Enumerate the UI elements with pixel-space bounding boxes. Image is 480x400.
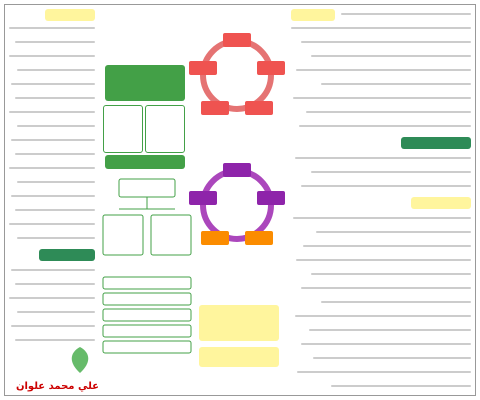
concept-box [105, 155, 185, 169]
right-column [285, 5, 475, 395]
text-line [293, 217, 471, 219]
text-line [295, 315, 471, 317]
text-line [291, 27, 471, 29]
text-line [17, 237, 95, 239]
cycle-node [201, 101, 229, 115]
text-line [9, 223, 95, 225]
concept-box [105, 65, 185, 101]
cycle-diagram-icon [189, 155, 285, 255]
text-line [15, 209, 95, 211]
text-line [296, 69, 471, 71]
text-line [296, 259, 471, 261]
text-line [293, 97, 471, 99]
text-line [321, 83, 471, 85]
highlight-marker [45, 9, 95, 21]
text-line [311, 55, 471, 57]
text-line [11, 139, 95, 141]
cycle-node [189, 61, 217, 75]
text-line [15, 153, 95, 155]
concept-box [145, 105, 185, 153]
text-line [11, 195, 95, 197]
text-line [299, 125, 471, 127]
text-line [295, 157, 471, 159]
text-line [301, 41, 471, 43]
author-signature: علي محمد علوان [15, 381, 99, 392]
tree-node [151, 215, 191, 255]
text-line [15, 97, 95, 99]
leaf-shape [72, 347, 89, 373]
tree-diagram-icon [99, 175, 195, 275]
text-line [9, 297, 95, 299]
text-line [331, 385, 471, 387]
text-line [311, 171, 471, 173]
cycle-node [245, 101, 273, 115]
text-line [321, 301, 471, 303]
text-line [301, 343, 471, 345]
worksheet-page [4, 4, 476, 396]
text-line [11, 269, 95, 271]
text-line [9, 55, 95, 57]
arrow-row [103, 277, 191, 289]
arrow-row [103, 293, 191, 305]
arrow-row [103, 309, 191, 321]
text-line [9, 167, 95, 169]
text-line [11, 325, 95, 327]
text-line [9, 27, 95, 29]
cycle-diagram-icon [189, 25, 285, 125]
tree-node [103, 215, 143, 255]
cycle-node [223, 163, 251, 177]
text-line [15, 283, 95, 285]
left-column [3, 5, 99, 395]
text-line [17, 125, 95, 127]
text-line [303, 245, 471, 247]
cycle-node [257, 191, 285, 205]
text-line [301, 185, 471, 187]
text-line [311, 273, 471, 275]
section-header [39, 249, 95, 261]
text-line [306, 111, 471, 113]
cycle-node [201, 231, 229, 245]
text-line [17, 69, 95, 71]
highlight-marker [411, 197, 471, 209]
text-line [301, 287, 471, 289]
plant-logo-icon [65, 345, 95, 375]
text-line [11, 83, 95, 85]
highlight-box [199, 305, 279, 341]
concept-box [103, 105, 143, 153]
text-line [297, 371, 471, 373]
arrow-row [103, 341, 191, 353]
text-line [316, 231, 471, 233]
highlight-box [199, 347, 279, 367]
tree-node [119, 179, 175, 197]
text-line [17, 311, 95, 313]
arrow-list-icon [99, 275, 195, 355]
middle-column [99, 5, 285, 395]
cycle-node [223, 33, 251, 47]
text-line [15, 41, 95, 43]
text-line [341, 13, 471, 15]
highlight-marker [291, 9, 335, 21]
text-line [17, 181, 95, 183]
cycle-node [257, 61, 285, 75]
text-line [9, 111, 95, 113]
section-header [401, 137, 471, 149]
text-line [15, 339, 95, 341]
text-line [313, 357, 471, 359]
cycle-node [245, 231, 273, 245]
arrow-row [103, 325, 191, 337]
text-line [309, 329, 471, 331]
